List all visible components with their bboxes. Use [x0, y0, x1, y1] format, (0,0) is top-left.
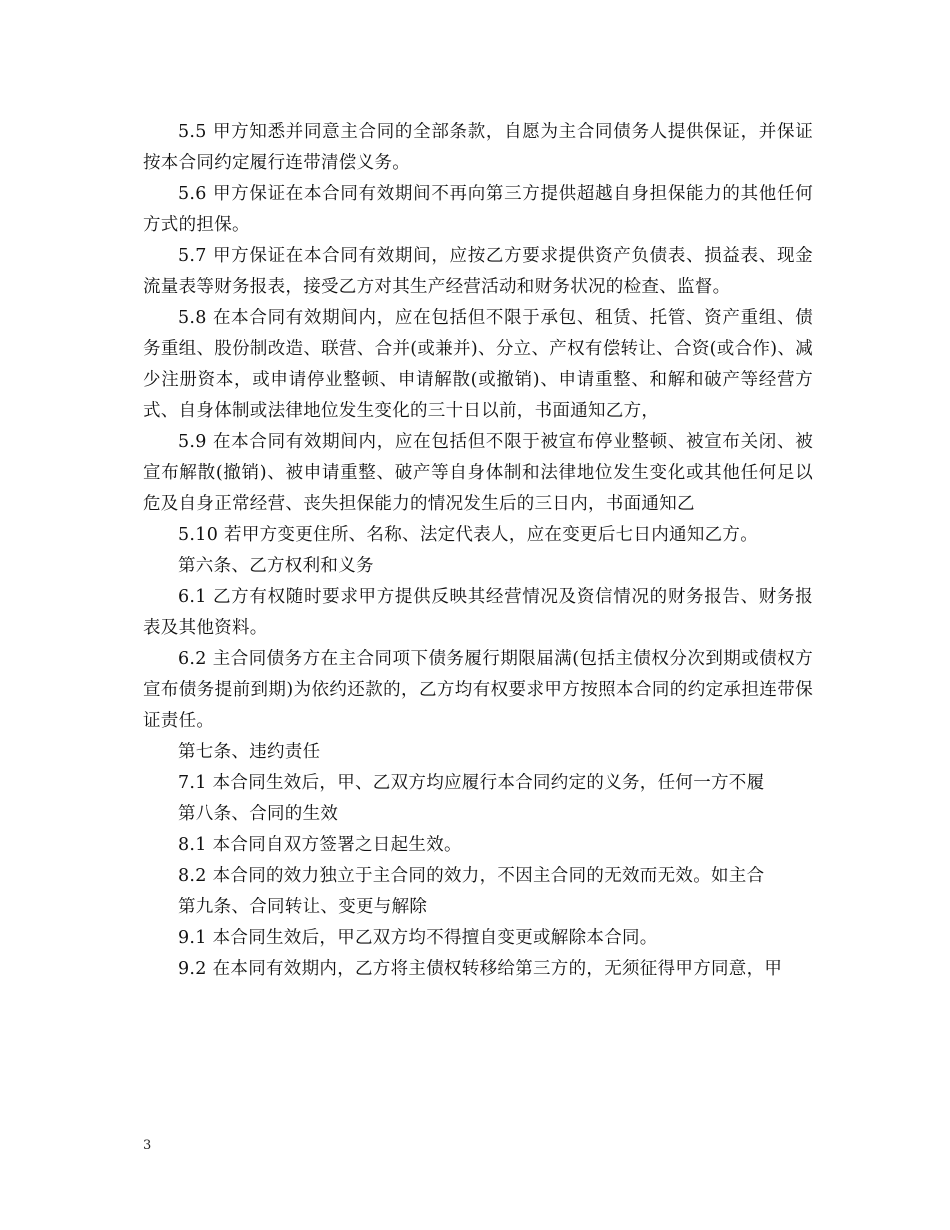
clause-6-1: 6.1 乙方有权随时要求甲方提供反映其经营情况及资信情况的财务报告、财务报表及其他资料。 [143, 587, 813, 638]
clause-5-10: 5.10 若甲方变更住所、名称、法定代表人，应在变更后七日内通知乙方。 [178, 525, 759, 545]
article-7-heading: 第七条、违约责任 [178, 742, 321, 762]
clause-5-8: 5.8 在本合同有效期间内，应在包括但不限于承包、租赁、托管、资产重组、债务重组、股份制改造、联营、合并(或兼并)、分立、产权有偿转让、合资(或合作)、减少注册资本，或申请停业整顿、申请解散(或撤销)、申请重整、和解和破产等经营方式、自身体制或法律地位发生变化的三十日以前，书面通知乙方， [143, 308, 813, 421]
article-9-heading: 第九条、合同转让、变更与解除 [178, 897, 428, 917]
clause-9-2: 9.2 在本同有效期内，乙方将主债权转移给第三方的，无须征得甲方同意，甲 [178, 959, 783, 979]
clause-6-2: 6.2 主合同债务方在主合同项下债务履行期限届满(包括主债权分次到期或债权方宣布债务提前到期)为依约还款的，乙方均有权要求甲方按照本合同的约定承担连带保证责任。 [143, 649, 813, 731]
page-number: 3 [143, 1138, 152, 1153]
clause-7-1: 7.1 本合同生效后，甲、乙双方均应履行本合同约定的义务，任何一方不履 [178, 773, 765, 793]
clause-8-2: 8.2 本合同的效力独立于主合同的效力，不因主合同的无效而无效。如主合 [178, 866, 765, 886]
clause-8-1: 8.1 本合同自双方签署之日起生效。 [178, 835, 462, 855]
document-body [143, 117, 813, 985]
clause-5-6: 5.6 甲方保证在本合同有效期间不再向第三方提供超越自身担保能力的其他任何方式的担保。 [143, 184, 813, 235]
clause-5-7: 5.7 甲方保证在本合同有效期间，应按乙方要求提供资产负债表、损益表、现金流量表等财务报表，接受乙方对其生产经营活动和财务状况的检查、监督。 [143, 246, 813, 297]
clause-9-1: 9.1 本合同生效后，甲乙双方均不得擅自变更或解除本合同。 [178, 928, 658, 948]
article-6-heading: 第六条、乙方权利和义务 [178, 556, 374, 576]
clause-5-5: 5.5 甲方知悉并同意主合同的全部条款，自愿为主合同债务人提供保证，并保证按本合同约定履行连带清偿义务。 [143, 122, 813, 173]
clause-5-9: 5.9 在本合同有效期间内，应在包括但不限于被宣布停业整顿、被宣布关闭、被宣布解散(撤销)、被申请重整、破产等自身体制和法律地位发生变化或其他任何足以危及自身正常经营、丧失担保能力的情况发生后的三日内，书面通知乙 [143, 432, 813, 514]
article-8-heading: 第八条、合同的生效 [178, 804, 339, 824]
